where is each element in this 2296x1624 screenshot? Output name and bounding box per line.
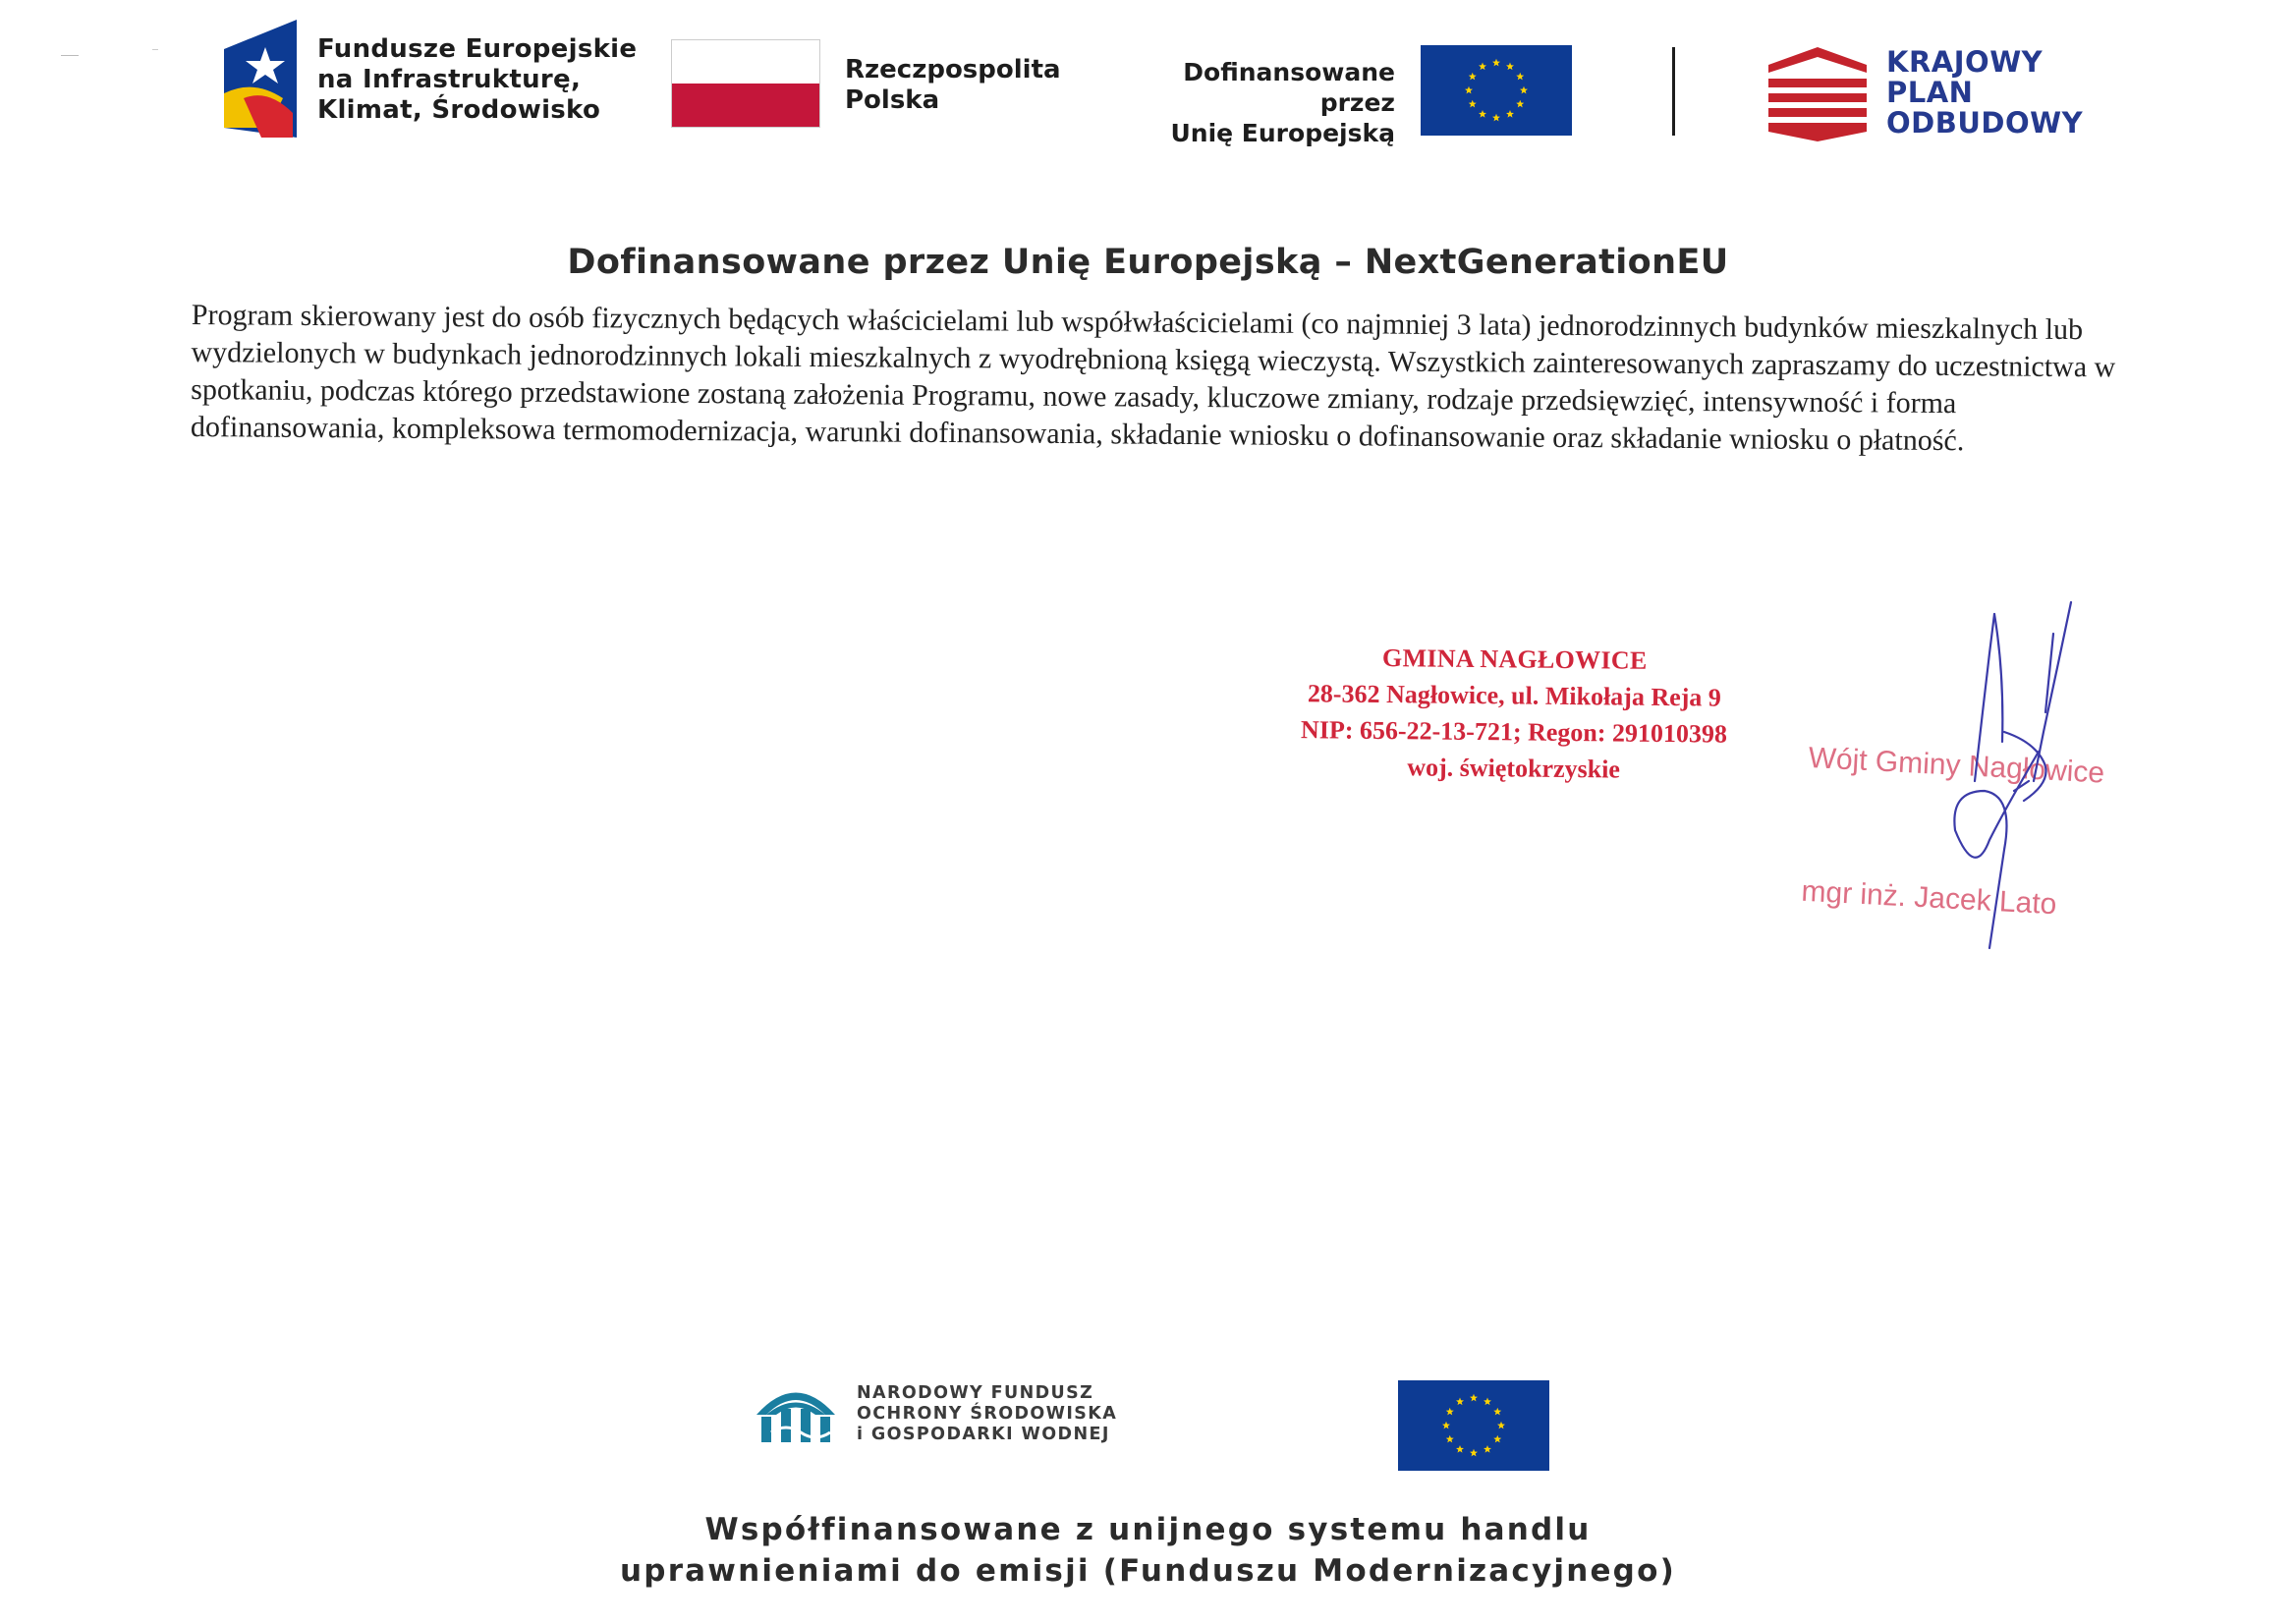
mayor-stamp-name: mgr inż. Jacek Lato bbox=[1800, 874, 2058, 922]
eu-cofinanced-label: Dofinansowane przez Unię Europejską bbox=[1170, 58, 1395, 147]
nfosigw-logo-icon bbox=[752, 1375, 840, 1444]
nfosigw-label: NARODOWY FUNDUSZ OCHRONY ŚRODOWISKA i GOSPODARKI WODNEJ bbox=[857, 1383, 1118, 1444]
scan-artifact bbox=[152, 49, 158, 50]
stamp-address: 28-362 Nagłowice, ul. Mikołaja Reja 9 bbox=[1307, 679, 1722, 712]
poland-flag bbox=[671, 39, 820, 128]
poland-label: Rzeczpospolita Polska bbox=[845, 55, 1061, 115]
cofinancing-footer: Współfinansowane z unijnego systemu handlu uprawnieniami do emisji (Funduszu Modernizacyjnego) bbox=[620, 1512, 1676, 1589]
kpo-building-icon bbox=[1768, 47, 1867, 141]
stamp-name: GMINA NAGŁOWICE bbox=[1381, 643, 1648, 675]
stamp-ids: NIP: 656-22-13-721; Regon: 291010398 bbox=[1300, 715, 1728, 749]
funds-europe-star-icon bbox=[224, 20, 297, 138]
stamp-region: woj. świętokrzyskie bbox=[1407, 753, 1621, 784]
handwritten-signature bbox=[1896, 594, 2122, 968]
header-divider bbox=[1672, 47, 1675, 136]
document-body: Program skierowany jest do osób fizycznych będących właścicielami lub współwłaścicielami (co najmniej 3 lata) jednorodzinnych budynków mieszkalnych lub wydzielonych w budynkach jednorodzinnych lokali mieszkalnych z wyodrębnioną księgą wieczystą. Wszystkich zainteresowanych zapraszamy do uczestnictwa w spotkaniu, podczas którego przedstawione zostaną założenia Programu, nowe zasady, kluczowe zmiany, rodzaje przedsięwzięć, intensywność i forma dofinansowania, kompleksowa termomodernizacja, warunki dofinansowania, składanie wniosku o dofinansowanie oraz składanie wniosku o płatność. bbox=[190, 298, 2116, 458]
funds-europe-label: Fundusze Europejskie na Infrastrukturę, Klimat, Środowisko bbox=[317, 34, 638, 125]
municipality-stamp bbox=[1287, 639, 1741, 789]
document-title: Dofinansowane przez Unię Europejską – NextGenerationEU bbox=[567, 243, 1729, 282]
eu-flag-icon bbox=[1398, 1380, 1549, 1471]
eu-flag-icon bbox=[1421, 45, 1572, 136]
kpo-label: KRAJOWY PLAN ODBUDOWY bbox=[1886, 45, 2084, 140]
scan-artifact bbox=[61, 55, 79, 56]
poland-flag-red bbox=[672, 84, 819, 127]
mayor-stamp-title: Wójt Gminy Nagłowice bbox=[1807, 741, 2105, 790]
